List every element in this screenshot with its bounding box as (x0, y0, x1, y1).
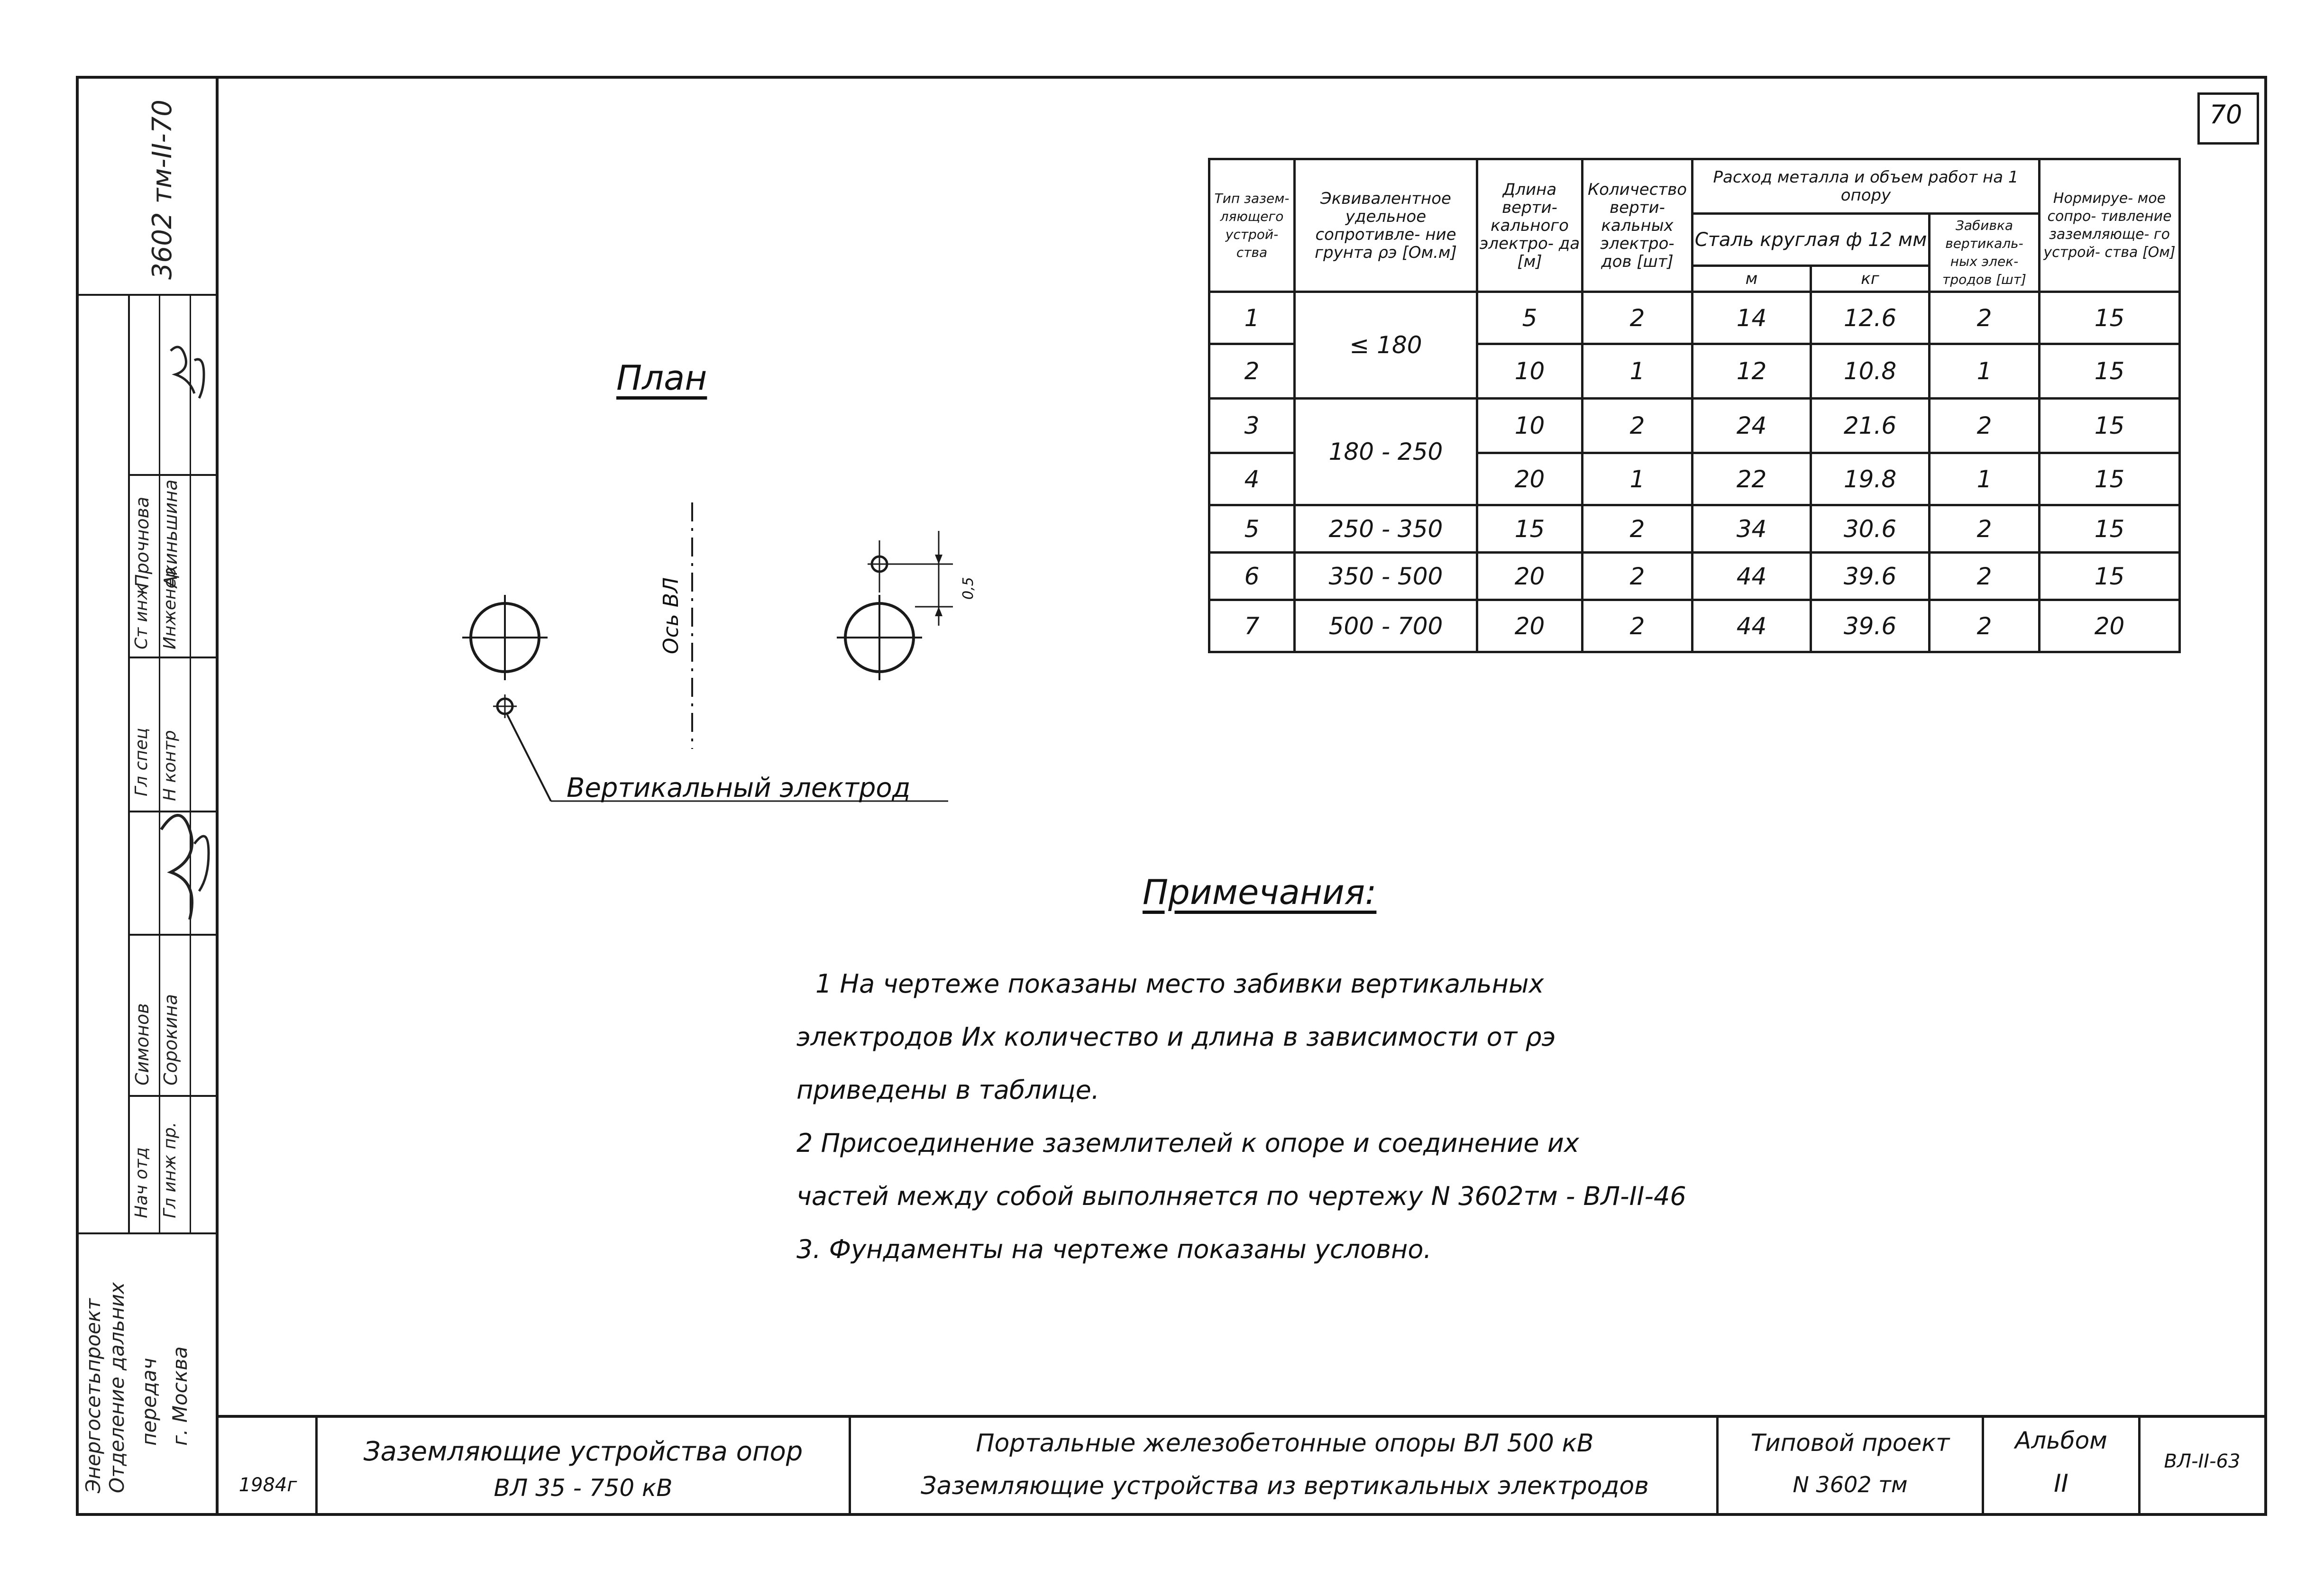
tb-album-value: II (2054, 1469, 2068, 1498)
cell-m: 14 (1693, 292, 1811, 344)
stamp-divider (128, 1095, 216, 1097)
cell-rho: 500 - 700 (1295, 600, 1477, 652)
cell-count: 2 (1583, 600, 1693, 652)
cell-count: 1 (1583, 453, 1693, 505)
note-line: электродов Их количество и длина в зависимости от ρэ (796, 1022, 1556, 1052)
note-line: приведены в таблице. (796, 1075, 1099, 1105)
stamp-role: Нач отд (132, 1147, 151, 1218)
header-driving: Забивка вертикаль- ных элек- тродов [шт] (1930, 214, 2040, 292)
stamp-name: Акиньшина (160, 479, 181, 588)
cell-rho: 350 - 500 (1295, 553, 1477, 600)
stamp-divider (76, 294, 216, 296)
table-row (1209, 553, 2180, 600)
stamp-name: Прочнова (132, 496, 153, 588)
cell-type: 2 (1209, 344, 1295, 399)
title-block-top (216, 1415, 2266, 1418)
cell-type: 7 (1209, 600, 1295, 652)
cell-len: 10 (1477, 344, 1583, 399)
cell-count: 2 (1583, 553, 1693, 600)
org-line: г. Москва (168, 1346, 192, 1446)
tb-album-label: Альбом (2015, 1427, 2107, 1454)
header-resistivity: Эквивалентное удельное сопротивле- ние грунта ρэ [Ом.м] (1295, 159, 1477, 292)
stamp-role: Н контр (160, 730, 180, 801)
cell-type: 1 (1209, 292, 1295, 344)
table-row (1209, 292, 2180, 344)
note-line: 1 На чертеже показаны место забивки вертикальных (815, 969, 1544, 999)
cell-rho: 180 - 250 (1295, 399, 1477, 505)
cell-kg: 12.6 (1811, 292, 1930, 344)
cell-rho: 250 - 350 (1295, 505, 1477, 553)
cell-len: 10 (1477, 399, 1583, 453)
cell-type: 4 (1209, 453, 1295, 505)
tb-year: 1984г (238, 1474, 297, 1496)
tb-sheet-code: ВЛ-II-63 (2164, 1450, 2241, 1472)
table-row (1209, 399, 2180, 453)
cell-m: 34 (1693, 505, 1811, 553)
header-m: м (1693, 266, 1811, 292)
header-type: Тип зазем- ляющего устрой- ства (1209, 159, 1295, 292)
table-row (1209, 505, 2180, 553)
cell-len: 20 (1477, 600, 1583, 652)
tb-desc-line1: Портальные железобетонные опоры ВЛ 500 кВ (976, 1429, 1594, 1458)
cell-type: 5 (1209, 505, 1295, 553)
electrode-leader (507, 715, 551, 801)
cell-m: 12 (1693, 344, 1811, 399)
header-steel: Сталь круглая ф 12 мм (1693, 214, 1930, 266)
cell-len: 20 (1477, 453, 1583, 505)
cell-m: 24 (1693, 399, 1811, 453)
frame-left (76, 76, 79, 1516)
stamp-divider (76, 1232, 216, 1234)
cell-drive: 2 (1930, 399, 2040, 453)
cell-count: 1 (1583, 344, 1693, 399)
org-line: передач (137, 1358, 161, 1446)
cell-kg: 30.6 (1811, 505, 1930, 553)
cell-drive: 2 (1930, 292, 2040, 344)
tb-subject-line2: ВЛ 35 - 750 кВ (494, 1474, 673, 1502)
cell-drive: 1 (1930, 453, 2040, 505)
cell-len: 15 (1477, 505, 1583, 553)
notes-block (796, 958, 1686, 1276)
stamp-name: Симонов (132, 1003, 153, 1085)
table-row (1209, 600, 2180, 652)
cell-kg: 39.6 (1811, 553, 1930, 600)
cell-drive: 2 (1930, 553, 2040, 600)
cell-res: 15 (2040, 453, 2180, 505)
cell-res: 20 (2040, 600, 2180, 652)
cell-len: 20 (1477, 553, 1583, 600)
cell-m: 22 (1693, 453, 1811, 505)
sheet-code-vertical: 3602 тм-II-70 (147, 100, 178, 280)
header-count: Количество верти- кальных электро- дов [шт] (1583, 159, 1693, 292)
stamp-role: Инженер (160, 567, 180, 649)
cell-res: 15 (2040, 505, 2180, 553)
cell-kg: 10.8 (1811, 344, 1930, 399)
org-line: Энергосетьпроект (82, 1298, 105, 1493)
notes-title: Примечания: (1143, 872, 1377, 912)
tb-desc-line2: Заземляющие устройства из вертикальных электродов (921, 1472, 1649, 1500)
frame-bottom (76, 1513, 2266, 1516)
header-norm-resistance: Нормируе- мое сопро- тивление заземляюще- го устрой- ства [Ом] (2040, 159, 2180, 292)
electrode-label: Вертикальный электрод (567, 773, 911, 803)
org-line: Отделение дальних (105, 1282, 128, 1493)
frame-top (76, 76, 2266, 79)
stamp-role: Гл спец (132, 728, 151, 796)
plan-title: План (616, 358, 707, 398)
page-number: 70 (2209, 100, 2242, 129)
grounding-table (1208, 158, 2181, 653)
cell-res: 15 (2040, 292, 2180, 344)
cell-len: 5 (1477, 292, 1583, 344)
stamp-role: Ст инж (132, 584, 151, 649)
tb-divider (849, 1415, 851, 1514)
cell-drive: 1 (1930, 344, 2040, 399)
frame-right (2264, 76, 2267, 1516)
cell-res: 15 (2040, 399, 2180, 453)
tb-subject-line1: Заземляющие устройства опор (363, 1436, 803, 1467)
cell-kg: 39.6 (1811, 600, 1930, 652)
axis-label: Ось ВЛ (659, 577, 683, 654)
cell-count: 2 (1583, 505, 1693, 553)
cell-kg: 21.6 (1811, 399, 1930, 453)
cell-type: 6 (1209, 553, 1295, 600)
stamp-role: Гл инж пр. (160, 1122, 180, 1218)
signature-marks (123, 332, 218, 948)
tb-project-line1: Типовой проект (1750, 1429, 1950, 1457)
note-line: частей между собой выполняется по чертежу N 3602тм - ВЛ-II-46 (796, 1181, 1686, 1211)
cell-type: 3 (1209, 399, 1295, 453)
cell-drive: 2 (1930, 505, 2040, 553)
header-kg: кг (1811, 266, 1930, 292)
cell-drive: 2 (1930, 600, 2040, 652)
dimension-label: 0,5 (960, 577, 977, 600)
cell-res: 15 (2040, 553, 2180, 600)
cell-count: 2 (1583, 292, 1693, 344)
cell-kg: 19.8 (1811, 453, 1930, 505)
stamp-name: Сорокина (160, 994, 181, 1085)
cell-rho: ≤ 180 (1295, 292, 1477, 399)
note-line: 3. Фундаменты на чертеже показаны условно. (796, 1234, 1432, 1264)
cell-m: 44 (1693, 600, 1811, 652)
header-length: Длина верти- кального электро- да [м] (1477, 159, 1583, 292)
tb-project-line2: N 3602 тм (1793, 1472, 1908, 1497)
cell-count: 2 (1583, 399, 1693, 453)
cell-m: 44 (1693, 553, 1811, 600)
cell-res: 15 (2040, 344, 2180, 399)
header-metal-group: Расход металла и объем работ на 1 опору (1693, 159, 2040, 214)
note-line: 2 Присоединение заземлителей к опоре и соединение их (796, 1128, 1579, 1158)
